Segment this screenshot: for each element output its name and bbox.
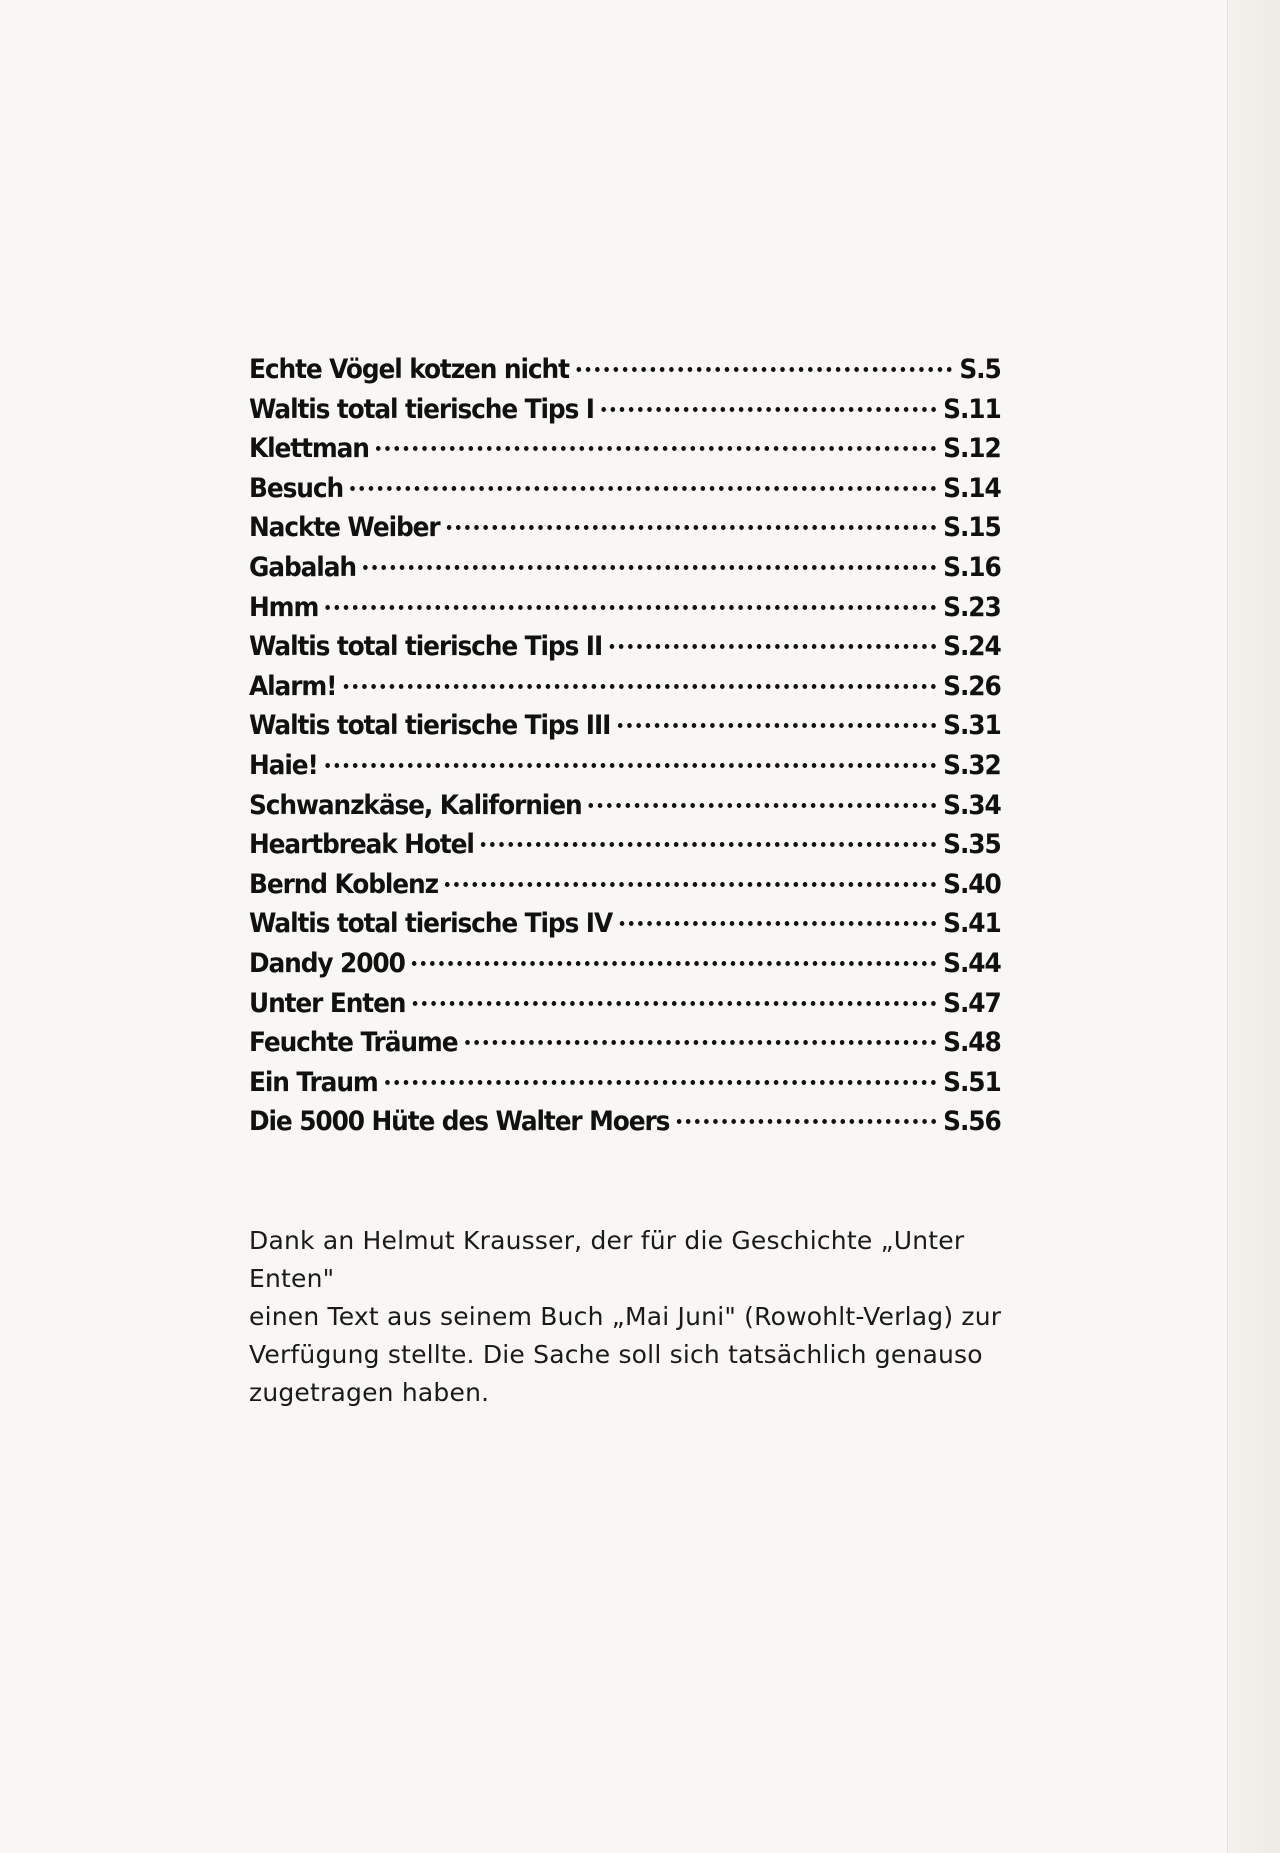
toc-dot-leader — [413, 1001, 936, 1006]
toc-entry — [249, 354, 1001, 394]
toc-dot-leader — [465, 1040, 936, 1045]
toc-entry — [249, 433, 1001, 473]
toc-dot-leader — [350, 486, 935, 491]
toc-entry-title: Bernd Koblenz — [249, 868, 438, 900]
toc-entry-title: Die 5000 Hüte des Walter Moers — [249, 1106, 670, 1138]
toc-dot-leader — [376, 446, 936, 451]
toc-entry-page: S.16 — [943, 551, 1001, 583]
toc-entry-page: S.14 — [943, 472, 1001, 504]
toc-entry — [249, 908, 1001, 948]
toc-entry — [249, 988, 1001, 1028]
toc-entry — [249, 473, 1001, 513]
toc-entry-page: S.41 — [943, 908, 1001, 940]
toc-entry — [249, 948, 1001, 988]
toc-entry-page: S.51 — [943, 1066, 1001, 1098]
toc-dot-leader — [618, 723, 936, 728]
page-edge — [1227, 0, 1280, 1853]
acknowledgement-line: Verfügung stellte. Die Sache soll sich tatsächlich genauso — [249, 1340, 983, 1369]
toc-entry — [249, 750, 1001, 790]
toc-entry-page: S.47 — [943, 987, 1001, 1019]
toc-entry-title: Waltis total tierische Tips II — [249, 631, 603, 663]
toc-entry-title: Nackte Weiber — [249, 512, 440, 544]
toc-dot-leader — [363, 565, 935, 570]
toc-entry-title: Unter Enten — [249, 987, 406, 1019]
toc-entry — [249, 710, 1001, 750]
toc-entry-page: S.32 — [943, 749, 1001, 781]
toc-entry-page: S.35 — [943, 829, 1001, 861]
acknowledgement-line: einen Text aus seinem Buch „Mai Juni" (Rowohlt-Verlag) zur — [249, 1302, 1002, 1331]
toc-entry — [249, 552, 1001, 592]
toc-entry-title: Echte Vögel kotzen nicht — [249, 354, 569, 385]
toc-entry-title: Hmm — [249, 591, 319, 623]
toc-dot-leader — [412, 961, 936, 966]
toc-entry-title: Waltis total tierische Tips I — [249, 393, 594, 425]
toc-entry-page: S.44 — [943, 947, 1001, 979]
toc-entry-title: Dandy 2000 — [249, 947, 405, 979]
table-of-contents — [249, 354, 1001, 1146]
toc-entry-page: S.56 — [943, 1106, 1001, 1138]
acknowledgement-text — [249, 1222, 1009, 1412]
toc-entry-page: S.12 — [943, 433, 1001, 465]
toc-entry-title: Besuch — [249, 472, 344, 504]
toc-entry-page: S.5 — [959, 354, 1001, 385]
toc-entry — [249, 512, 1001, 552]
toc-dot-leader — [601, 407, 935, 412]
toc-entry — [249, 1067, 1001, 1107]
toc-entry-title: Heartbreak Hotel — [249, 829, 474, 861]
toc-dot-leader — [481, 842, 936, 847]
toc-dot-leader — [609, 644, 935, 649]
toc-entry-page: S.31 — [943, 710, 1001, 742]
toc-entry — [249, 790, 1001, 830]
toc-dot-leader — [619, 921, 935, 926]
toc-entry-page: S.40 — [943, 868, 1001, 900]
toc-dot-leader — [447, 525, 936, 530]
toc-entry-title: Schwanzkäse, Kalifornien — [249, 789, 582, 821]
toc-entry-title: Waltis total tierische Tips IV — [249, 908, 613, 940]
toc-entry — [249, 631, 1001, 671]
toc-entry — [249, 671, 1001, 711]
toc-entry-page: S.48 — [943, 1027, 1001, 1059]
toc-entry — [249, 829, 1001, 869]
toc-dot-leader — [344, 684, 936, 689]
toc-dot-leader — [576, 367, 952, 372]
toc-entry-title: Feuchte Träume — [249, 1027, 458, 1059]
toc-entry-page: S.24 — [943, 631, 1001, 663]
toc-entry-title: Alarm! — [249, 670, 337, 702]
toc-entry-page: S.11 — [943, 393, 1001, 425]
acknowledgement-line: zugetragen haben. — [249, 1378, 490, 1407]
toc-dot-leader — [385, 1080, 936, 1085]
toc-entry-title: Haie! — [249, 749, 318, 781]
toc-dot-leader — [445, 882, 935, 887]
toc-dot-leader — [677, 1119, 936, 1124]
toc-entry-page: S.26 — [943, 670, 1001, 702]
toc-entry — [249, 1106, 1001, 1146]
toc-entry-title: Ein Traum — [249, 1066, 378, 1098]
toc-entry — [249, 869, 1001, 909]
toc-entry-title: Waltis total tierische Tips III — [249, 710, 611, 742]
toc-entry-title: Klettman — [249, 433, 369, 465]
toc-entry — [249, 592, 1001, 632]
toc-entry-page: S.23 — [943, 591, 1001, 623]
toc-entry-page: S.15 — [943, 512, 1001, 544]
toc-dot-leader — [326, 605, 936, 610]
toc-entry — [249, 1027, 1001, 1067]
toc-entry-title: Gabalah — [249, 551, 356, 583]
toc-entry — [249, 394, 1001, 434]
toc-dot-leader — [589, 803, 936, 808]
toc-dot-leader — [325, 763, 936, 768]
toc-entry-page: S.34 — [943, 789, 1001, 821]
acknowledgement-line: Dank an Helmut Krausser, der für die Geschichte „Unter Enten" — [249, 1226, 965, 1293]
